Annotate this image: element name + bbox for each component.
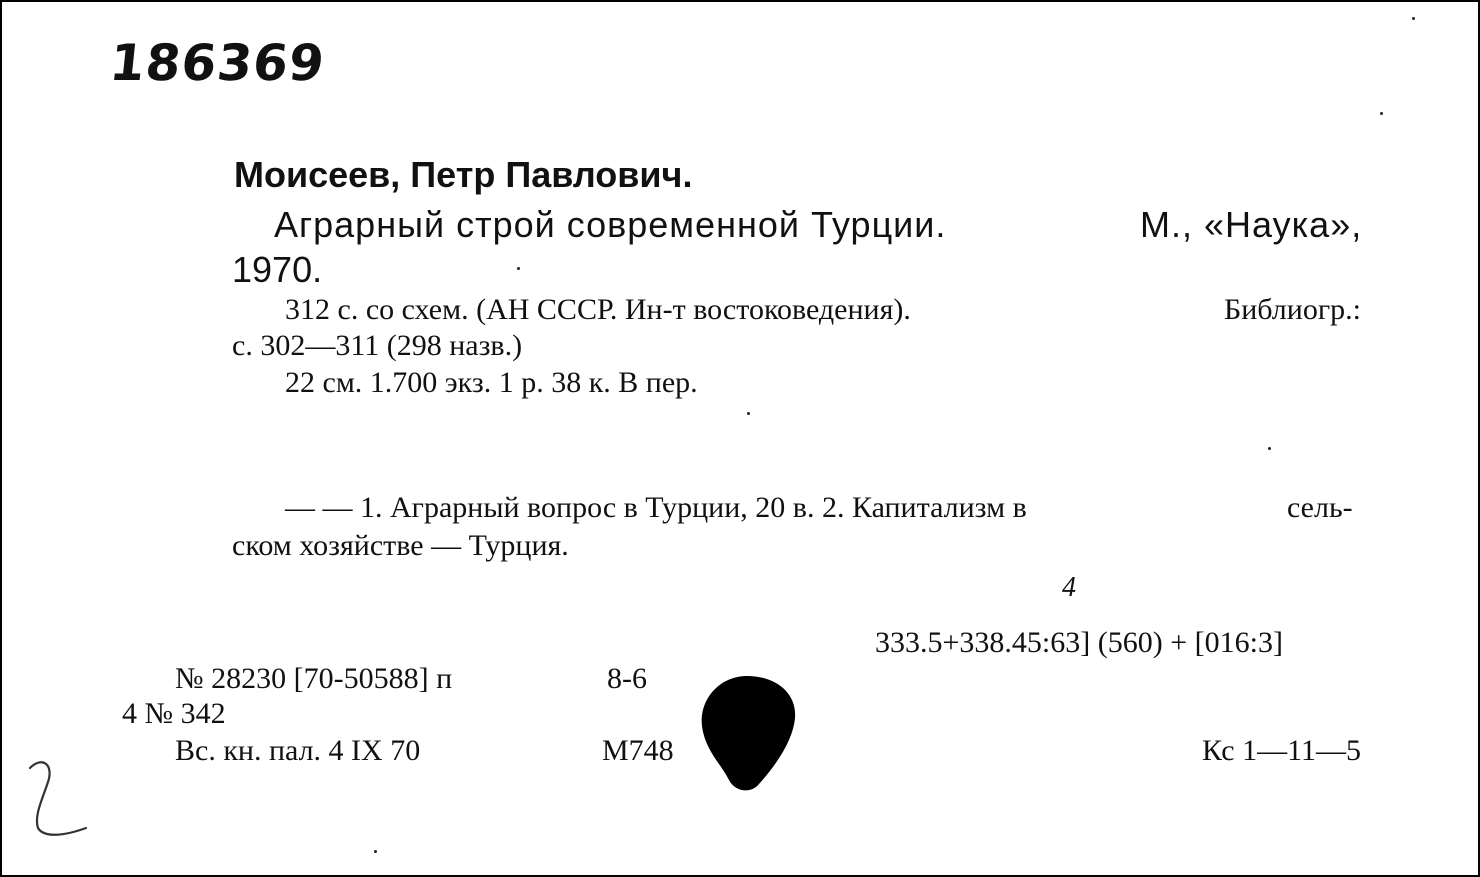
ink-blot: [699, 672, 799, 802]
speck: [747, 412, 750, 415]
bibliography-label: Библиогр.:: [1224, 293, 1361, 326]
subjects-line-2: ском хозяйстве — Турция.: [232, 529, 569, 562]
classification-number: 333.5+338.45:63] (560) + [016:3]: [875, 626, 1283, 659]
inventory-number: 186369: [106, 34, 328, 92]
order-number: 4 № 342: [122, 697, 226, 730]
book-title: Аграрный строй современной Турции.: [274, 204, 947, 245]
publication-year: 1970.: [232, 249, 323, 290]
handwritten-mark: [20, 754, 100, 849]
collation-line-2: с. 302—311 (298 назв.): [232, 329, 523, 362]
book-chamber-line: Вс. кн. пал. 4 IX 70: [175, 734, 421, 767]
speck: [1380, 112, 1383, 115]
subjects-line-1-end: сель-: [1287, 491, 1353, 524]
speck: [1412, 17, 1415, 20]
pages-code: 8-6: [607, 662, 647, 695]
author-heading: Моисеев, Петр Павлович.: [234, 154, 693, 195]
size-price-line: 22 см. 1.700 экз. 1 р. 38 к. В пер.: [285, 366, 698, 399]
card-number: № 28230 [70-50588] п: [175, 662, 453, 695]
pencil-mark-4: 4: [1062, 572, 1076, 603]
speck: [1268, 447, 1271, 450]
kc-code: Кс 1—11—5: [1202, 734, 1361, 767]
collation-line-1: 312 с. со схем. (АН СССР. Ин-т востоковедения).: [285, 293, 911, 326]
m-code: М748: [602, 734, 674, 767]
speck: [517, 267, 520, 270]
subjects-line-1: — — 1. Аграрный вопрос в Турции, 20 в. 2. Капитализм в: [285, 491, 1027, 524]
publisher: М., «Наука»,: [1140, 204, 1363, 245]
speck: [374, 850, 377, 853]
